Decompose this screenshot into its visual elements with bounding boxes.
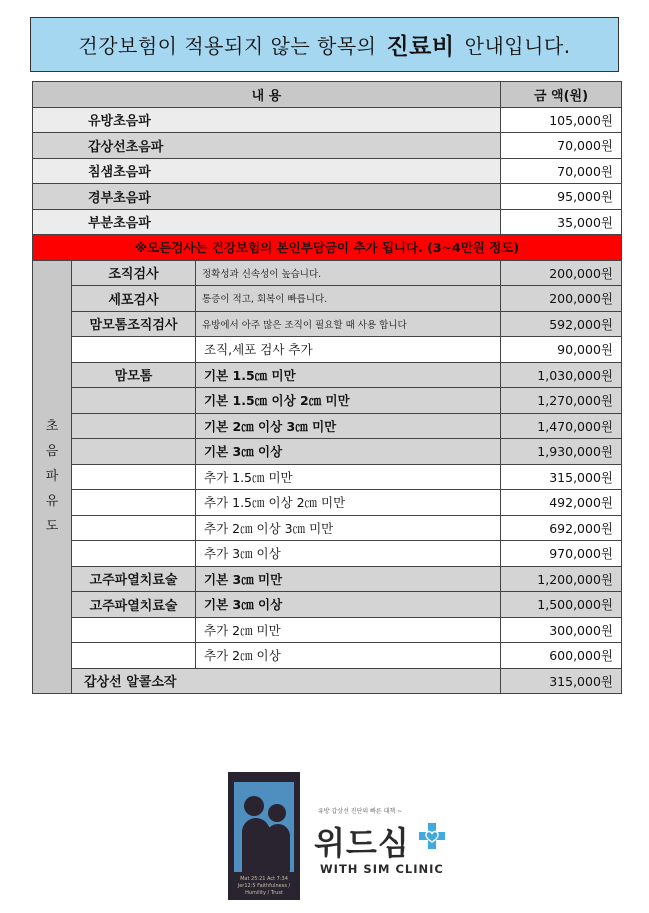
table-row bbox=[33, 286, 622, 312]
row-desc: 정확성과 신속성이 높습니다. bbox=[196, 260, 501, 286]
row-price: 592,000원 bbox=[501, 311, 622, 337]
table-row bbox=[33, 209, 622, 235]
row-label: 갑상선 알콜소작 bbox=[72, 668, 501, 694]
table-row bbox=[33, 566, 622, 592]
row-label: 부분초음파 bbox=[33, 209, 501, 235]
medical-cross-heart-icon bbox=[418, 822, 446, 850]
table-row bbox=[33, 490, 622, 516]
row-label bbox=[72, 464, 196, 490]
row-price: 105,000원 bbox=[501, 107, 622, 133]
row-label: 침샘초음파 bbox=[33, 158, 501, 184]
header-price: 금 액(원) bbox=[501, 82, 622, 108]
notice-row bbox=[33, 235, 622, 261]
row-price: 970,000원 bbox=[501, 541, 622, 567]
row-price: 70,000원 bbox=[501, 133, 622, 159]
table-row bbox=[33, 184, 622, 210]
row-label: 고주파열치료술 bbox=[72, 592, 196, 618]
row-price: 1,930,000원 bbox=[501, 439, 622, 465]
table-row bbox=[33, 337, 622, 363]
row-label: 세포검사 bbox=[72, 286, 196, 312]
table-row bbox=[33, 388, 622, 414]
row-label: 고주파열치료술 bbox=[72, 566, 196, 592]
row-desc: 기본 1.5㎝ 미만 bbox=[196, 362, 501, 388]
table-row bbox=[33, 158, 622, 184]
table-row bbox=[33, 439, 622, 465]
table-row bbox=[33, 617, 622, 643]
row-price: 1,030,000원 bbox=[501, 362, 622, 388]
table-row bbox=[33, 668, 622, 694]
row-desc: 추가 2㎝ 이상 bbox=[196, 643, 501, 669]
table-header bbox=[33, 82, 622, 108]
row-price: 90,000원 bbox=[501, 337, 622, 363]
row-label: 조직검사 bbox=[72, 260, 196, 286]
brand-name-english: WITH SIM CLINIC bbox=[320, 862, 444, 876]
row-label: 맘모톰조직검사 bbox=[72, 311, 196, 337]
row-label bbox=[72, 337, 196, 363]
row-desc: 추가 2㎝ 이상 3㎝ 미만 bbox=[196, 515, 501, 541]
row-label: 맘모톰 bbox=[72, 362, 196, 388]
table-row bbox=[33, 107, 622, 133]
table-row bbox=[33, 362, 622, 388]
row-label bbox=[72, 617, 196, 643]
row-desc: 기본 3㎝ 이상 bbox=[196, 592, 501, 618]
table-row bbox=[33, 413, 622, 439]
table-row bbox=[33, 133, 622, 159]
row-label bbox=[72, 643, 196, 669]
table-row bbox=[33, 643, 622, 669]
row-desc: 유방에서 아주 많은 조직이 필요할 때 사용 합니다 bbox=[196, 311, 501, 337]
row-price: 300,000원 bbox=[501, 617, 622, 643]
row-label: 갑상선초음파 bbox=[33, 133, 501, 159]
row-desc: 기본 1.5㎝ 이상 2㎝ 미만 bbox=[196, 388, 501, 414]
row-label: 유방초음파 bbox=[33, 107, 501, 133]
row-price: 200,000원 bbox=[501, 260, 622, 286]
row-price: 95,000원 bbox=[501, 184, 622, 210]
title-post: 안내입니다. bbox=[464, 34, 571, 58]
page-title bbox=[30, 17, 619, 72]
row-price: 1,270,000원 bbox=[501, 388, 622, 414]
row-price: 70,000원 bbox=[501, 158, 622, 184]
row-label bbox=[72, 490, 196, 516]
figure-artwork bbox=[234, 782, 294, 872]
row-price: 1,470,000원 bbox=[501, 413, 622, 439]
title-pre: 건강보험이 적용되지 않는 항목의 bbox=[78, 34, 377, 58]
row-desc: 기본 3㎝ 이상 bbox=[196, 439, 501, 465]
row-desc: 추가 1.5㎝ 이상 2㎝ 미만 bbox=[196, 490, 501, 516]
row-price: 1,200,000원 bbox=[501, 566, 622, 592]
table-row bbox=[33, 515, 622, 541]
row-desc: 조직,세포 검사 추가 bbox=[196, 337, 501, 363]
row-desc: 기본 2㎝ 이상 3㎝ 미만 bbox=[196, 413, 501, 439]
row-price: 492,000원 bbox=[501, 490, 622, 516]
row-label bbox=[72, 388, 196, 414]
clinic-logo-image bbox=[228, 772, 300, 900]
row-price: 315,000원 bbox=[501, 668, 622, 694]
row-label bbox=[72, 515, 196, 541]
row-price: 692,000원 bbox=[501, 515, 622, 541]
row-price: 35,000원 bbox=[501, 209, 622, 235]
side-label bbox=[33, 260, 72, 694]
side-label-text: 초 음 파 유 도 bbox=[45, 419, 59, 535]
row-label bbox=[72, 413, 196, 439]
row-desc: 추가 3㎝ 이상 bbox=[196, 541, 501, 567]
table-row bbox=[33, 541, 622, 567]
row-label: 경부초음파 bbox=[33, 184, 501, 210]
title-bold: 진료비 bbox=[386, 34, 455, 60]
row-desc: 추가 1.5㎝ 미만 bbox=[196, 464, 501, 490]
row-desc: 추가 2㎝ 미만 bbox=[196, 617, 501, 643]
table-row bbox=[33, 260, 622, 286]
brand-tagline: 유방 갑상선 진단의 빠른 대책 ~ bbox=[318, 808, 403, 815]
row-desc: 통증이 적고, 회복이 빠릅니다. bbox=[196, 286, 501, 312]
row-price: 315,000원 bbox=[501, 464, 622, 490]
brand-name-korean: 위드심 bbox=[314, 824, 410, 862]
clinic-brand bbox=[306, 806, 496, 886]
row-label bbox=[72, 439, 196, 465]
row-desc: 기본 3㎝ 미만 bbox=[196, 566, 501, 592]
row-label bbox=[72, 541, 196, 567]
row-price: 1,500,000원 bbox=[501, 592, 622, 618]
logo-verse: Mat 25:21 Act 7:34 Jer12:5 Faithfulness / Humility / Trust bbox=[237, 876, 291, 896]
row-price: 600,000원 bbox=[501, 643, 622, 669]
table-row bbox=[33, 311, 622, 337]
table-row bbox=[33, 592, 622, 618]
price-table bbox=[32, 81, 621, 766]
notice-text: ※모든검사는 건강보험의 본인부담금이 추가 됩니다. (3~4만원 정도) bbox=[33, 235, 622, 261]
table-row bbox=[33, 464, 622, 490]
row-price: 200,000원 bbox=[501, 286, 622, 312]
header-content: 내 용 bbox=[33, 82, 501, 108]
